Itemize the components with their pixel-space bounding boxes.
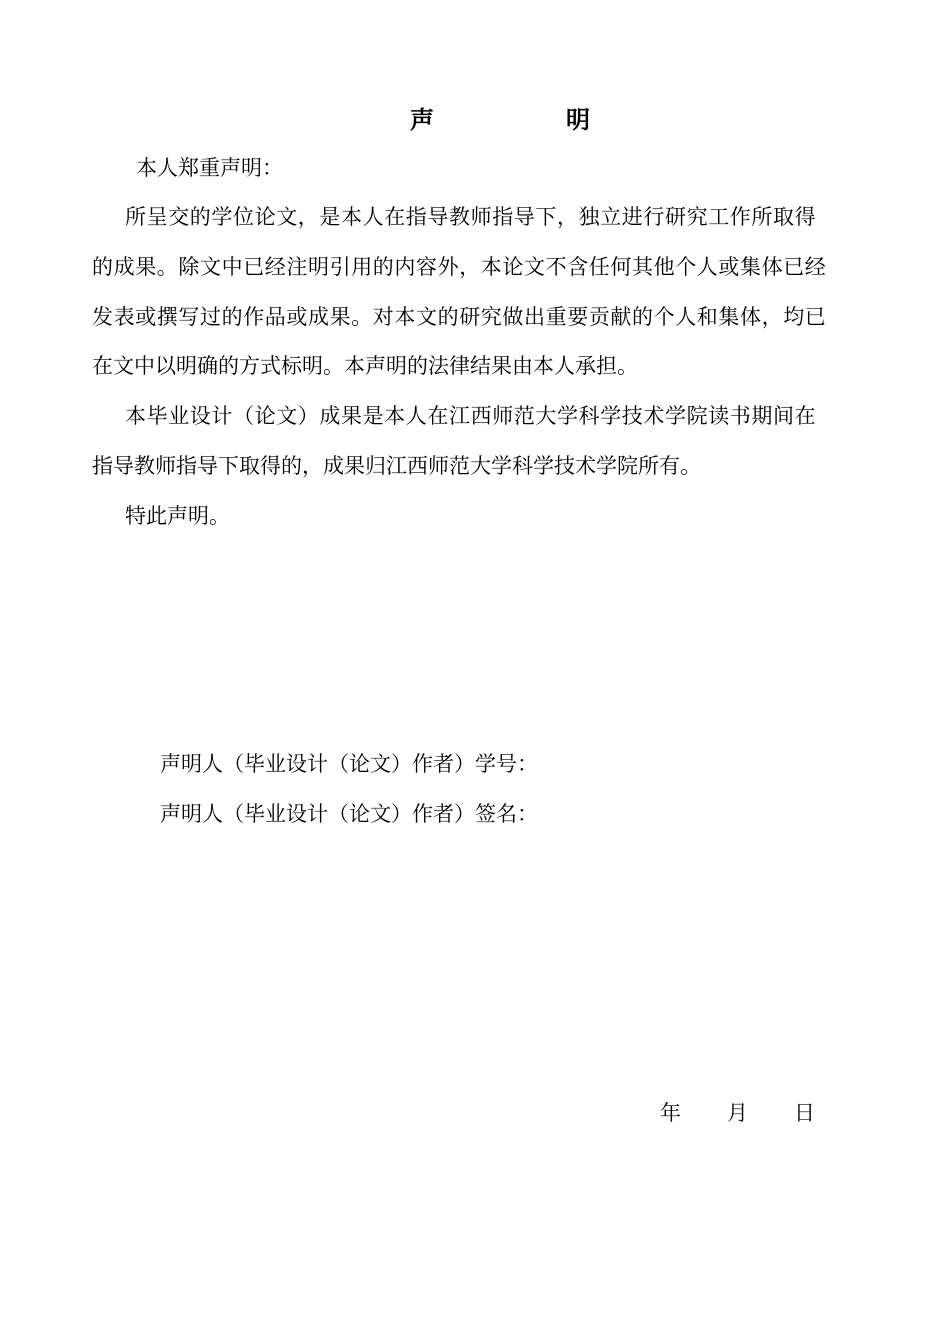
date-year: 年	[660, 1101, 681, 1125]
para1-line1: 所呈交的学位论文，是本人在指导教师指导下，独立进行研究工作所取得	[125, 205, 817, 229]
para2-line2: 指导教师指导下取得的，成果归江西师范大学科学技术学院所有。	[92, 454, 701, 478]
intro-line: 本人郑重声明：	[136, 156, 283, 180]
date-month: 月	[727, 1101, 748, 1125]
para1-line3: 发表或撰写过的作品或成果。对本文的研究做出重要贡献的个人和集体，均已	[92, 305, 827, 329]
para2-line1: 本毕业设计（论文）成果是本人在江西师范大学科学技术学院读书期间在	[125, 404, 817, 428]
student-id-label: 声明人（毕业设计（论文）作者）学号：	[160, 752, 538, 776]
signature-label: 声明人（毕业设计（论文）作者）签名：	[160, 802, 538, 826]
para1-line4: 在文中以明确的方式标明。本声明的法律结果由本人承担。	[92, 354, 638, 378]
closing-line: 特此声明。	[125, 504, 230, 528]
date-line	[660, 1098, 815, 1128]
para1-line2: 的成果。除文中已经注明引用的内容外，本论文不含任何其他个人或集体已经	[92, 255, 827, 279]
date-day: 日	[794, 1101, 815, 1125]
page-title: 声 明	[410, 106, 644, 134]
